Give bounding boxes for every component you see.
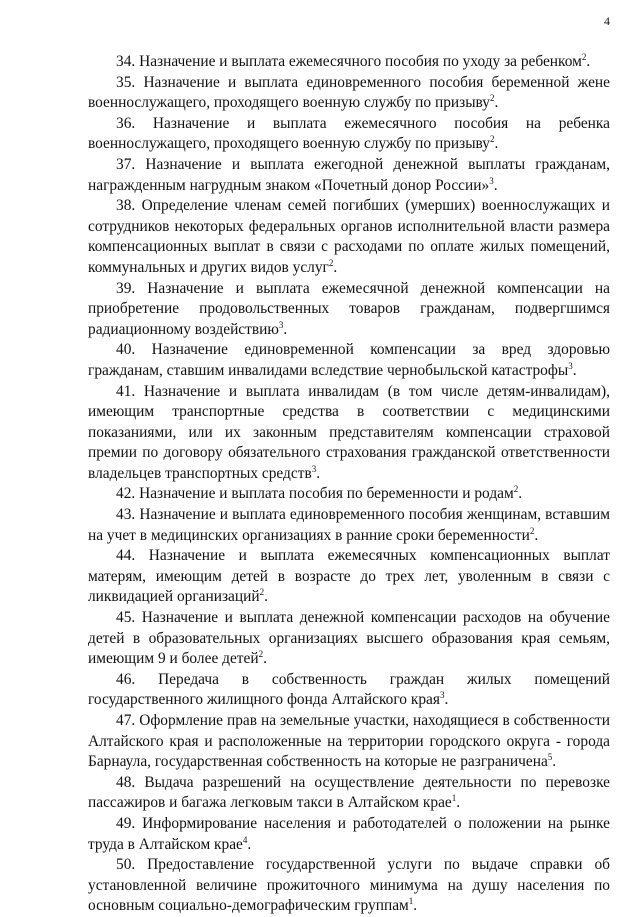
item-text: 35. Назначение и выплата единовременного пособия беременной жене военнослужащего, проходящего военную службу по призыву bbox=[88, 73, 610, 112]
footnote-ref: 3 bbox=[568, 360, 573, 371]
footnote-ref: 3 bbox=[489, 175, 494, 186]
footnote-ref: 4 bbox=[242, 834, 248, 845]
list-item: 39. Назначение и выплата ежемесячной денежной компенсации на приобретение продовольственных товаров гражданам, подвергшимся радиационному воздействию$^3$. bbox=[88, 279, 610, 338]
item-text: 45. Назначение и выплата денежной компенсации расходов на обучение детей в образовательных организациях высшего образования края семьям, имеющим 9 и более детей bbox=[88, 609, 610, 668]
item-text: 43. Назначение и выплата единовременного пособия женщинам, вставшим на учет в медицинских организациях в ранние сроки беременности bbox=[88, 506, 610, 544]
item-text: 42. Назначение и выплата пособия по беременности и родам bbox=[116, 485, 514, 503]
item-text: 41. Назначение и выплата инвалидам (в том числе детям-инвалидам), имеющим транспортные средства в соответствии с медицинскими показаниями, или их законным представителям компенсации страховой премии по договору обязательного страхования гражданской ответственности владельцев транспортных средств bbox=[88, 382, 610, 482]
footnote-ref: 2 bbox=[529, 525, 535, 536]
item-text: 40. Назначение единовременной компенсации за вред здоровью гражданам, ставшим инвалидами вследствие чернобыльской катастрофы bbox=[88, 341, 610, 379]
footnote-ref: 3 bbox=[439, 690, 445, 701]
list-item: 35. Назначение и выплата единовременного пособия беременной жене военнослужащего, проходящего военную службу по призыву$^2$. bbox=[88, 73, 610, 112]
item-text: 38. Определение членам семей погибших (умерших) военнослужащих и сотрудников некоторых федеральных органов исполнительной власти размера компенсационных выплат в связи с расходами по оплате жилых помещений, коммунальных и других видов услуг bbox=[88, 197, 610, 276]
list-item: 36. Назначение и выплата ежемесячного пособия на ребенка военнослужащего, проходящего военную службу по призыву$^2$. bbox=[88, 114, 610, 153]
footnote-ref: 2 bbox=[328, 257, 334, 268]
list-item: 42. Назначение и выплата пособия по беременности и родам$^2$. bbox=[116, 484, 523, 503]
services-list bbox=[88, 52, 610, 917]
footnote-ref: 3 bbox=[278, 319, 284, 330]
list-item: 37. Назначение и выплата ежегодной денежной выплаты гражданам, награжденным нагрудным знаком «Почетный донор России»$^3$. bbox=[88, 155, 610, 194]
item-text: 49. Информирование населения и работодателей о положении на рынке труда в Алтайском крае bbox=[88, 814, 610, 853]
list-item: 44. Назначение и выплата ежемесячных компенсационных выплат матерям, имеющим детей в возрасте до трех лет, уволенным в связи с ликвидацией организаций$^2$. bbox=[88, 547, 610, 606]
item-text: 44. Назначение и выплата ежемесячных компенсационных выплат матерям, имеющим детей в возрасте до трех лет, уволенным в связи с ликвидацией организаций bbox=[88, 547, 610, 606]
list-item: 34. Назначение и выплата ежемесячного пособия по уходу за ребенком$^2$. bbox=[116, 51, 591, 70]
item-text: 36. Назначение и выплата ежемесячного пособия на ребенка военнослужащего, проходящего военную службу по призыву bbox=[88, 114, 610, 153]
footnote-ref: 2 bbox=[489, 134, 495, 145]
footnote-ref: 2 bbox=[259, 587, 265, 598]
item-text: 48. Выдача разрешений на осуществление деятельности по перевозке пассажиров и багажа легковым такси в Алтайском крае bbox=[88, 773, 610, 812]
list-item: 45. Назначение и выплата денежной компенсации расходов на обучение детей в образовательных организациях высшего образования края семьям, имеющим 9 и более детей$^2$. bbox=[88, 609, 610, 668]
footnote-ref: 1 bbox=[408, 896, 414, 907]
list-item: 50. Предоставление государственной услуги по выдаче справки об установленной величине прожиточного минимума на душу населения по основным социально-демографическим группам$^1$. bbox=[88, 856, 610, 915]
list-item: 48. Выдача разрешений на осуществление деятельности по перевозке пассажиров и багажа легковым такси в Алтайском крае$^1$. bbox=[88, 773, 610, 812]
item-text: 34. Назначение и выплата ежемесячного пособия по уходу за ребенком bbox=[116, 53, 582, 70]
footnote-ref: 2 bbox=[258, 649, 264, 660]
list-item: 43. Назначение и выплата единовременного пособия женщинам, вставшим на учет в медицинских организациях в ранние сроки беременности$^2$. bbox=[88, 506, 610, 544]
footnote-ref: 5 bbox=[547, 752, 553, 763]
item-text: 47. Оформление прав на земельные участки, находящиеся в собственности Алтайского края и расположенные на территории городского округа - города Барнаула, государственная собственность на которые не разграничена bbox=[88, 712, 610, 771]
list-item: 49. Информирование населения и работодателей о положении на рынке труда в Алтайском крае$^4$. bbox=[88, 814, 610, 853]
list-item: 38. Определение членам семей погибших (умерших) военнослужащих и сотрудников некоторых федеральных органов исполнительной власти размера компенсационных выплат в связи с расходами по оплате жилых помещений, коммунальных и других видов услуг$^2$. bbox=[88, 197, 610, 276]
item-text: 37. Назначение и выплата ежегодной денежной выплаты гражданам, награжденным нагрудным знаком «Почетный донор России» bbox=[88, 155, 610, 194]
footnote-ref: 2 bbox=[513, 484, 519, 495]
list-item: 46. Передача в собственность граждан жилых помещений государственного жилищного фонда Алтайского края$^3$. bbox=[88, 670, 610, 709]
footnote-ref: 3 bbox=[311, 463, 317, 474]
item-text: 46. Передача в собственность граждан жилых помещений государственного жилищного фонда Алтайского края bbox=[88, 670, 610, 709]
page-number: 4 bbox=[604, 14, 610, 28]
footnote-ref: 1 bbox=[451, 793, 457, 804]
footnote-ref: 2 bbox=[489, 93, 495, 104]
footnote-ref: 2 bbox=[581, 51, 587, 62]
item-text: 50. Предоставление государственной услуги по выдаче справки об установленной величине прожиточного минимума на душу населения по основным социально-демографическим группам bbox=[88, 856, 610, 915]
list-item: 47. Оформление прав на земельные участки, находящиеся в собственности Алтайского края и расположенные на территории городского округа - города Барнаула, государственная собственность на которые не разграничена$^5$. bbox=[88, 712, 610, 771]
item-text: 39. Назначение и выплата ежемесячной денежной компенсации на приобретение продовольственных товаров гражданам, подвергшимся радиационному воздействию bbox=[88, 279, 610, 338]
list-item: 41. Назначение и выплата инвалидам (в том числе детям-инвалидам), имеющим транспортные средства в соответствии с медицинскими показаниями, или их законным представителям компенсации страховой премии по договору обязательного страхования гражданской ответственности владельцев транспортных средств$^3$. bbox=[88, 382, 610, 482]
list-item: 40. Назначение единовременной компенсации за вред здоровью гражданам, ставшим инвалидами вследствие чернобыльской катастрофы$^3$. bbox=[88, 341, 610, 379]
